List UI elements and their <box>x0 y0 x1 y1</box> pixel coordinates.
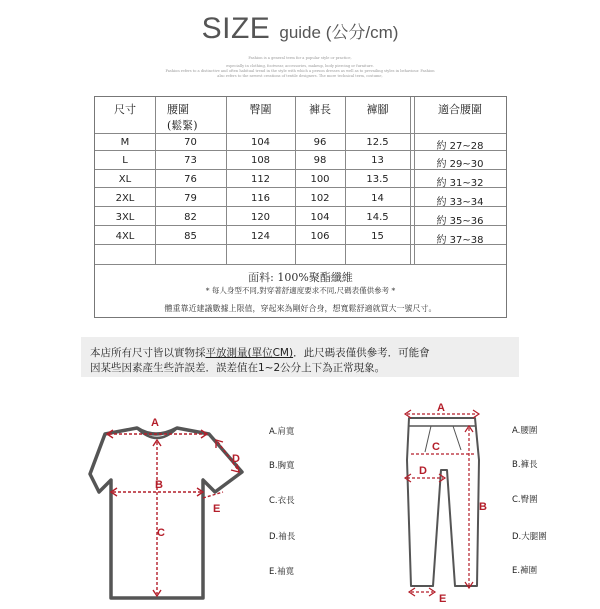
table-cell: XL <box>118 174 132 185</box>
legend-item: C.臀圍 <box>512 495 538 505</box>
legend-item: A.肩寬 <box>269 427 295 437</box>
marker-b: B <box>155 479 163 491</box>
table-cell: 12.5 <box>366 137 389 148</box>
table-header: 褲腳 <box>366 103 389 116</box>
marker-e: E <box>439 593 447 605</box>
table-cell: 106 <box>310 231 330 242</box>
table-cell: L <box>122 155 128 166</box>
marker-c: C <box>432 441 440 453</box>
notice-underlined: 平放測量(單位CM) <box>205 347 294 359</box>
tshirt-diagram <box>85 410 250 605</box>
material-text: 面料: 100%聚酯纖維 <box>248 271 353 284</box>
table-cell: 104 <box>310 212 330 223</box>
table-cell: 約 29~30 <box>436 159 484 170</box>
subtitle-line: especially in clothing, footwear, accessories, makeup, body piercing or furniture. <box>226 64 374 68</box>
table-cell: 104 <box>250 137 271 148</box>
table-cell: 116 <box>250 193 271 204</box>
table-cell: 2XL <box>115 193 135 204</box>
table-cell: 13 <box>371 155 384 166</box>
table-cell: 85 <box>184 231 197 242</box>
legend-item: B.胸寬 <box>269 461 295 471</box>
legend-item: D.袖長 <box>269 532 296 542</box>
size-table <box>94 96 507 318</box>
legend-item: A.腰圍 <box>512 426 538 436</box>
table-header: 腰圍 <box>167 103 189 116</box>
notice-text: 本店所有尺寸皆以實物採 <box>90 347 206 359</box>
table-rule <box>95 133 506 134</box>
table-cell: 3XL <box>115 212 135 223</box>
legend-item: D.大腿圍 <box>512 532 547 542</box>
table-cell: 4XL <box>115 231 135 242</box>
table-cell: 約 35~36 <box>436 216 484 227</box>
table-rule <box>95 264 506 265</box>
fit-note: * 每人身型不同,對穿著舒適度要求不同,尺碼表僅供參考 * <box>205 286 396 295</box>
title-suffix: guide (公分/cm) <box>279 23 399 42</box>
table-cell: 約 33~34 <box>436 197 484 208</box>
title-main: SIZE <box>201 12 271 45</box>
table-cell: 73 <box>184 155 197 166</box>
table-cell: 約 37~38 <box>436 235 484 246</box>
table-cell: 108 <box>250 155 271 166</box>
notice-text: ．此尺碼表僅供參考．可能會 <box>293 347 430 359</box>
table-cell: 約 27~28 <box>436 141 484 152</box>
table-rule <box>410 97 411 264</box>
notice-line-2: 因某些因素產生些許誤差．誤差值在1~2公分上下為正常現象。 <box>90 362 386 374</box>
legend-item: C.衣長 <box>269 496 295 506</box>
pants-diagram <box>395 400 495 605</box>
marker-e: E <box>213 503 221 515</box>
notice-line-1 <box>90 345 430 360</box>
table-cell: 15 <box>371 231 384 242</box>
marker-a: A <box>151 417 159 429</box>
marker-c: C <box>157 527 165 539</box>
table-cell: 70 <box>184 137 197 148</box>
table-cell: 14.5 <box>366 212 389 223</box>
table-header: 尺寸 <box>114 103 136 116</box>
pants-outline-icon <box>407 418 479 586</box>
table-header: 褲長 <box>309 103 331 116</box>
table-cell: 76 <box>184 174 197 185</box>
marker-d: D <box>419 465 427 477</box>
table-cell: 124 <box>250 231 271 242</box>
legend-item: E.袖寬 <box>269 567 295 577</box>
table-cell: 79 <box>184 193 197 204</box>
table-cell: 112 <box>250 174 271 185</box>
table-header: 臀圍 <box>249 103 272 116</box>
table-header: 適合腰圍 <box>438 103 482 116</box>
table-cell: 82 <box>184 212 197 223</box>
marker-a: A <box>437 402 445 414</box>
table-cell: 98 <box>313 155 327 166</box>
measurement-notice <box>81 337 519 377</box>
legend-item: B.褲長 <box>512 460 538 470</box>
subtitle-line: Fashion is a general term for a popular style or practice, <box>248 56 352 60</box>
table-cell: 13.5 <box>366 174 389 185</box>
subtitle-line: also refers to the newest creations of textile designers. The more technical term, costume, <box>217 74 383 78</box>
table-cell: 120 <box>250 212 271 223</box>
table-cell: 14 <box>371 193 384 204</box>
size-guide-title <box>0 12 600 46</box>
weight-note: 體重靠近建議數據上限值，穿起來為剛好合身，想寬鬆舒適就買大一號尺寸。 <box>164 304 437 313</box>
marker-d: D <box>232 453 240 465</box>
subtitle-line: Fashion refers to a distinctive and often habitual trend in the style with which a person dresses as well as to prevailing styles in behaviour. Fashion <box>165 69 435 73</box>
marker-b: B <box>479 501 487 513</box>
table-cell: 96 <box>313 137 327 148</box>
table-header-sub: (鬆緊) <box>167 119 198 132</box>
table-cell: 102 <box>310 193 330 204</box>
table-cell: 約 31~32 <box>436 178 484 189</box>
legend-item: E.褲圍 <box>512 566 538 576</box>
table-cell: 100 <box>310 174 330 185</box>
table-cell: M <box>120 137 130 148</box>
